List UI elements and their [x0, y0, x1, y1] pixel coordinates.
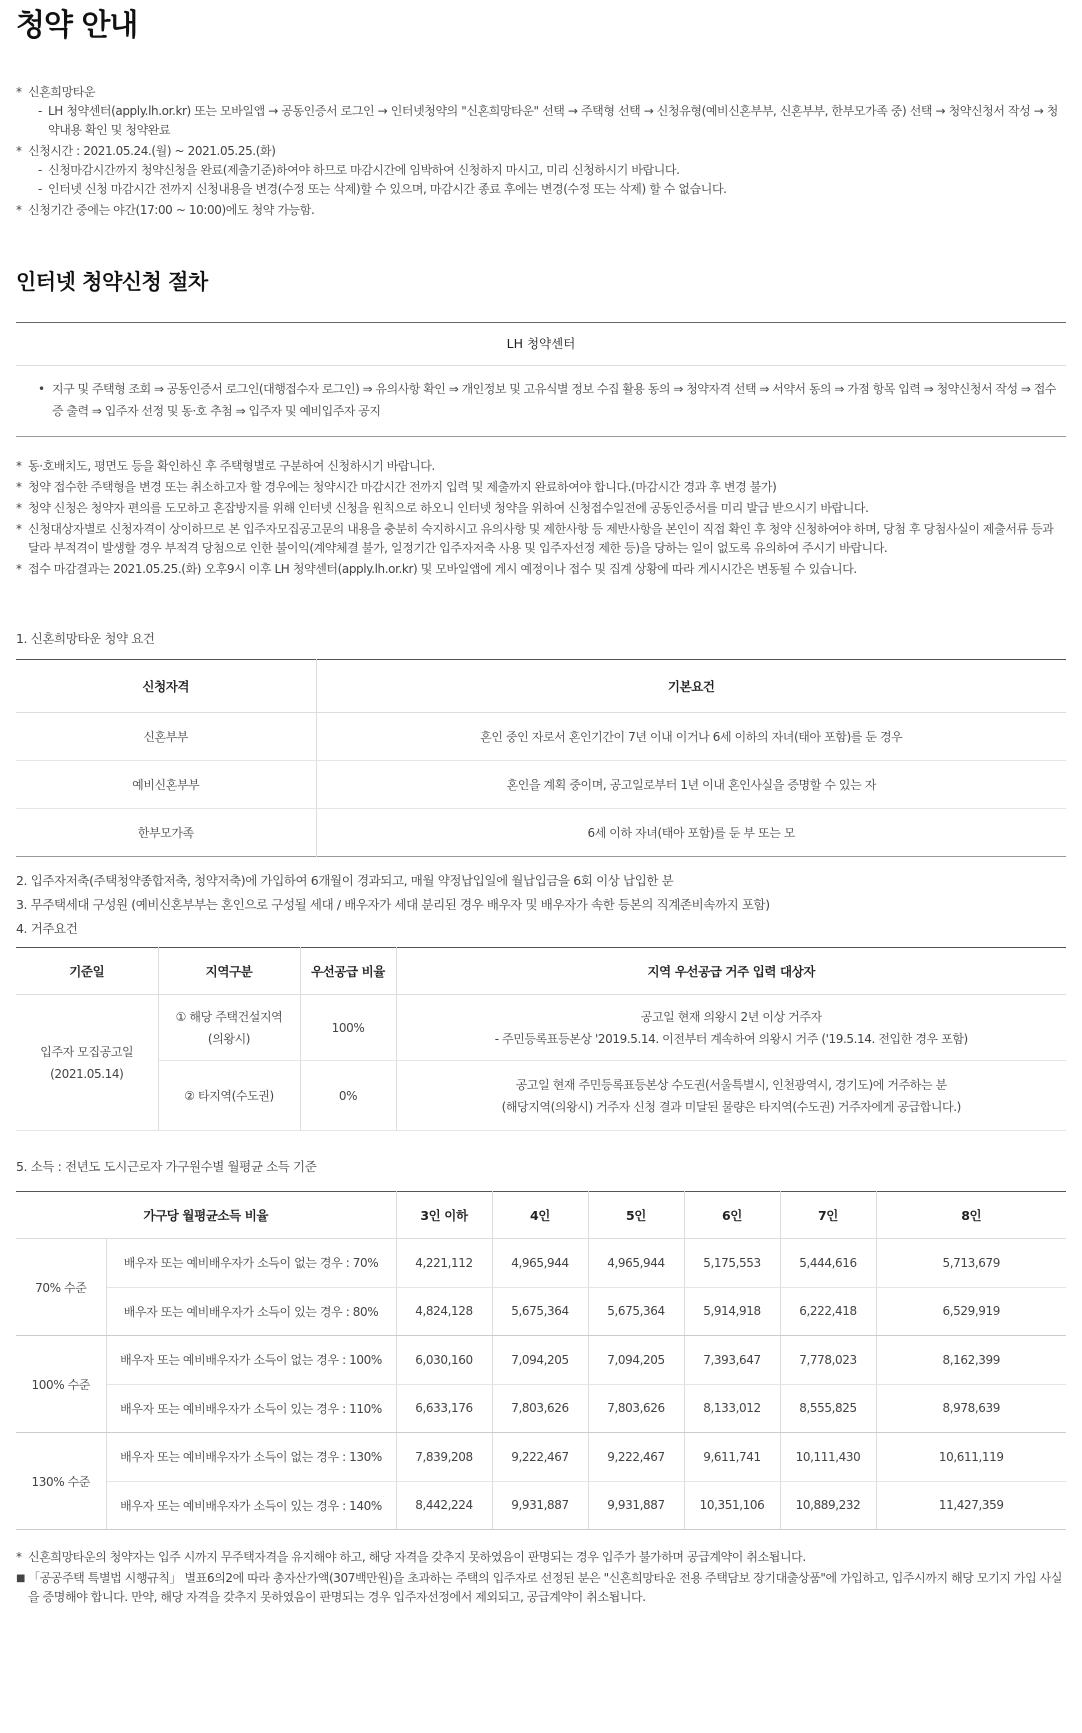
table-row: [16, 1336, 1066, 1385]
income-title: 5. 소득 : 전년도 도시근로자 가구원수별 월평균 소득 기준: [16, 1159, 317, 1174]
table-cell: 혼인을 계획 중이며, 공고일로부터 1년 이내 혼인사실을 증명할 수 있는 자: [316, 761, 1066, 809]
income-condition-cell: 배우자 또는 예비배우자가 소득이 있는 경우 : 80%: [106, 1287, 396, 1336]
intro-note-1: [16, 83, 1066, 140]
income-value-cell: 5,713,679: [876, 1239, 1066, 1288]
income-value-cell: 8,442,224: [396, 1481, 492, 1530]
table-row: [16, 713, 1066, 761]
procedure-note: * 청약 신청은 청약자 편의를 도모하고 혼잡방지를 위해 인터넷 신청을 원칙으로 하오니 인터넷 청약을 위하여 신청접수일전에 공동인증서를 미리 발급 받으시기 바랍니다.: [16, 499, 1066, 518]
requirement-line: 4. 거주요건: [16, 921, 78, 936]
procedure-steps: • 지구 및 주택형 조회 ⇒ 공동인증서 로그인(대행접수자 로그인) ⇒ 유의사항 확인 ⇒ 개인정보 및 고유식별 정보 수집 활용 동의 ⇒ 청약자격 선택 ⇒ 서약서 동의 ⇒ 가점 항목 입력 ⇒ 청약신청서 작성 ⇒ 접수증 출력 ⇒ 입주자 선정 및 동·호 추첨 ⇒ 입주자 및 예비입주자 공지: [16, 366, 1066, 436]
table-header: 8인: [876, 1192, 1066, 1239]
table-header: 6인: [684, 1192, 780, 1239]
table-header: 지역구분: [158, 948, 300, 995]
ratio-cell: 0%: [300, 1061, 396, 1131]
income-value-cell: 4,824,128: [396, 1287, 492, 1336]
table-header: 지역 우선공급 거주 입력 대상자: [396, 948, 1066, 995]
table-header: 우선공급 비율: [300, 948, 396, 995]
base-date-label: 입주자 모집공고일: [40, 1044, 134, 1059]
table-cell: 혼인 중인 자로서 혼인기간이 7년 이내 이거나 6세 이하의 자녀(태아 포함)를 둔 경우: [316, 713, 1066, 761]
note-text: * 신청시간 : 2021.05.24.(월) ~ 2021.05.25.(화): [28, 144, 276, 158]
footer-note: ■ 「공공주택 특별법 시행규칙」 별표6의2에 따라 총자산가액(307백만원)을 초과하는 주택의 입주자로 선정된 분은 "신혼희망타운 전용 주택담보 장기대출상품"에 가입하고, 입주시까지 해당 모기지 가입 사실을 증명해야 합니다. 만약, 해당 자격을 갖추지 못하였음이 판명되는 경우 입주자선정에서 제외되고, 공급계약이 취소됩니다.: [16, 1569, 1066, 1607]
target-cell: [396, 995, 1066, 1061]
procedure-note: * 접수 마감결과는 2021.05.25.(화) 오후9시 이후 LH 청약센터(apply.lh.or.kr) 및 모바일앱에 게시 예정이나 접수 및 집계 상황에 따라 게시시간은 변동될 수 있습니다.: [16, 560, 1066, 579]
table-header: 신청자격: [16, 660, 316, 713]
requirements-table: [16, 659, 1066, 857]
table-header: 3인 이하: [396, 1192, 492, 1239]
target-text: 공고일 현재 주민등록표등본상 수도권(서울특별시, 인천광역시, 경기도)에 거주하는 분: [515, 1077, 947, 1092]
income-value-cell: 11,427,359: [876, 1481, 1066, 1530]
procedure-note: * 신청대상자별로 신청자격이 상이하므로 본 입주자모집공고문의 내용을 충분히 숙지하시고 유의사항 및 제한사항 등 제반사항을 본인이 직접 확인 후 청약 신청하여야 하며, 당첨 후 당첨사실이 제출서류 등과 달라 부적격이 발생할 경우 부적격 당첨으로 인한 불이익(계약체결 불가, 일정기간 입주자저축 사용 및 입주자선정 제한 등)을 당하는 일이 없도록 유의하여 주시기 바랍니다.: [16, 520, 1066, 558]
income-level-cell: 100% 수준: [16, 1336, 106, 1433]
income-value-cell: 6,633,176: [396, 1384, 492, 1433]
income-value-cell: 7,094,205: [492, 1336, 588, 1385]
table-header: 기준일: [16, 948, 158, 995]
table-header: 기본요건: [316, 660, 1066, 713]
income-value-cell: 6,030,160: [396, 1336, 492, 1385]
section-title-procedure: 인터넷 청약신청 절차: [16, 270, 208, 294]
intro-notes: [16, 83, 1066, 220]
income-value-cell: 9,222,467: [492, 1433, 588, 1482]
residence-table: [16, 947, 1066, 1131]
table-row: [16, 761, 1066, 809]
note-text: * 신혼희망타운: [28, 85, 96, 99]
table-cell: 6세 이하 자녀(태아 포함)를 둔 부 또는 모: [587, 826, 796, 840]
table-header: 가구당 월평균소득 비율: [16, 1192, 396, 1239]
note-sub: - 신청마감시간까지 청약신청을 완료(제출기준)하여야 하므로 마감시간에 임박하여 신청하지 마시고, 미리 신청하시기 바랍니다.: [38, 161, 1066, 180]
income-value-cell: 5,675,364: [588, 1287, 684, 1336]
target-cell: [396, 1061, 1066, 1131]
target-text: - 주민등록표등본상 '2019.5.14. 이전부터 계속하여 의왕시 거주 ('19.5.14. 전입한 경우 포함): [494, 1031, 968, 1046]
table-cell: 한부모가족: [16, 809, 316, 857]
income-value-cell: 8,133,012: [684, 1384, 780, 1433]
region-cell: ② 타지역(수도권): [158, 1061, 300, 1131]
region-cell: [158, 995, 300, 1061]
requirements-title: 1. 신혼희망타운 청약 요건: [16, 631, 155, 646]
base-date-value: (2021.05.14): [50, 1066, 124, 1081]
table-row: [16, 1481, 1066, 1530]
income-value-cell: 10,611,119: [876, 1433, 1066, 1482]
table-row: [16, 1287, 1066, 1336]
income-level-cell: 70% 수준: [16, 1239, 106, 1336]
income-value-cell: 10,889,232: [780, 1481, 876, 1530]
note-sub: - 인터넷 신청 마감시간 전까지 신청내용을 변경(수정 또는 삭제)할 수 있으며, 마감시간 종료 후에는 변경(수정 또는 삭제) 할 수 없습니다.: [38, 180, 1066, 199]
target-text: (해당지역(의왕시) 거주자 신청 결과 미달된 물량은 타지역(수도권) 거주자에게 공급합니다.): [501, 1099, 961, 1114]
region-text: (의왕시): [207, 1031, 251, 1046]
income-level-cell: 130% 수준: [16, 1433, 106, 1530]
table-row: [16, 1061, 1066, 1131]
table-cell: 신혼부부: [16, 713, 316, 761]
intro-note-2: [16, 142, 1066, 199]
income-condition-cell: 배우자 또는 예비배우자가 소득이 없는 경우 : 100%: [106, 1336, 396, 1385]
base-date-cell: [16, 995, 158, 1131]
income-value-cell: 7,393,647: [684, 1336, 780, 1385]
table-header: 4인: [492, 1192, 588, 1239]
table-row: [16, 995, 1066, 1061]
income-value-cell: 7,094,205: [588, 1336, 684, 1385]
procedure-header: LH 청약센터: [16, 323, 1066, 366]
income-value-cell: 4,965,944: [492, 1239, 588, 1288]
income-value-cell: 8,555,825: [780, 1384, 876, 1433]
table-cell: 예비신혼부부: [16, 761, 316, 809]
income-value-cell: 6,529,919: [876, 1287, 1066, 1336]
income-value-cell: 4,221,112: [396, 1239, 492, 1288]
income-condition-cell: 배우자 또는 예비배우자가 소득이 없는 경우 : 70%: [106, 1239, 396, 1288]
income-value-cell: 5,175,553: [684, 1239, 780, 1288]
table-row: [16, 1239, 1066, 1288]
income-value-cell: 5,914,918: [684, 1287, 780, 1336]
income-condition-cell: 배우자 또는 예비배우자가 소득이 있는 경우 : 140%: [106, 1481, 396, 1530]
income-value-cell: 5,444,616: [780, 1239, 876, 1288]
income-value-cell: 5,675,364: [492, 1287, 588, 1336]
table-row: [16, 1433, 1066, 1482]
income-value-cell: 6,222,418: [780, 1287, 876, 1336]
note-sub: - LH 청약센터(apply.lh.or.kr) 또는 모바일앱 → 공동인증서 로그인 → 인터넷청약의 "신혼희망타운" 선택 → 주택형 선택 → 신청유형(예비신혼부부, 신혼부부, 한부모가족 중) 선택 → 청약신청서 작성 → 청약내용 확인 및 청약완료: [38, 102, 1066, 140]
table-row: [16, 809, 1066, 857]
procedure-note: * 청약 접수한 주택형을 변경 또는 취소하고자 할 경우에는 청약시간 마감시간 전까지 입력 및 제출까지 완료하여야 합니다.(마감시간 경과 후 변경 불가): [16, 478, 1066, 497]
income-condition-cell: 배우자 또는 예비배우자가 소득이 없는 경우 : 130%: [106, 1433, 396, 1482]
income-value-cell: 7,803,626: [588, 1384, 684, 1433]
table-header: 7인: [780, 1192, 876, 1239]
intro-note-3: [16, 201, 1066, 220]
income-condition-cell: 배우자 또는 예비배우자가 소득이 있는 경우 : 110%: [106, 1384, 396, 1433]
income-value-cell: 7,839,208: [396, 1433, 492, 1482]
requirement-lines: [16, 869, 1066, 941]
income-value-cell: 4,965,944: [588, 1239, 684, 1288]
note-text: * 신청기간 중에는 야간(17:00 ~ 10:00)에도 청약 가능함.: [28, 203, 315, 217]
procedure-note: * 동·호배치도, 평면도 등을 확인하신 후 주택형별로 구분하여 신청하시기 바랍니다.: [16, 457, 1066, 476]
income-value-cell: 7,778,023: [780, 1336, 876, 1385]
page-title: 청약 안내: [16, 8, 138, 43]
income-value-cell: 10,111,430: [780, 1433, 876, 1482]
income-value-cell: 9,611,741: [684, 1433, 780, 1482]
income-value-cell: 9,222,467: [588, 1433, 684, 1482]
footer-notes: [16, 1548, 1066, 1607]
table-header: 5인: [588, 1192, 684, 1239]
income-value-cell: 8,162,399: [876, 1336, 1066, 1385]
requirement-line: 3. 무주택세대 구성원 (예비신혼부부는 혼인으로 구성될 세대 / 배우자가 세대 분리된 경우 배우자 및 배우자가 속한 등본의 직계존비속까지 포함): [16, 897, 770, 912]
procedure-notes: [16, 457, 1066, 579]
income-table: [16, 1191, 1066, 1530]
income-value-cell: 8,978,639: [876, 1384, 1066, 1433]
income-value-cell: 9,931,887: [588, 1481, 684, 1530]
income-value-cell: 9,931,887: [492, 1481, 588, 1530]
table-row: [16, 1384, 1066, 1433]
ratio-cell: 100%: [300, 995, 396, 1061]
income-value-cell: 7,803,626: [492, 1384, 588, 1433]
target-text: 공고일 현재 의왕시 2년 이상 거주자: [640, 1009, 822, 1024]
requirement-line: 2. 입주자저축(주택청약종합저축, 청약저축)에 가입하여 6개월이 경과되고, 매월 약정납입일에 월납입금을 6회 이상 납입한 분: [16, 873, 674, 888]
procedure-box: [16, 322, 1066, 437]
footer-note: * 신혼희망타운의 청약자는 입주 시까지 무주택자격을 유지해야 하고, 해당 자격을 갖추지 못하였음이 판명되는 경우 입주가 불가하며 공급계약이 취소됩니다.: [16, 1548, 1066, 1567]
region-text: ① 해당 주택건설지역: [175, 1009, 283, 1024]
income-value-cell: 10,351,106: [684, 1481, 780, 1530]
